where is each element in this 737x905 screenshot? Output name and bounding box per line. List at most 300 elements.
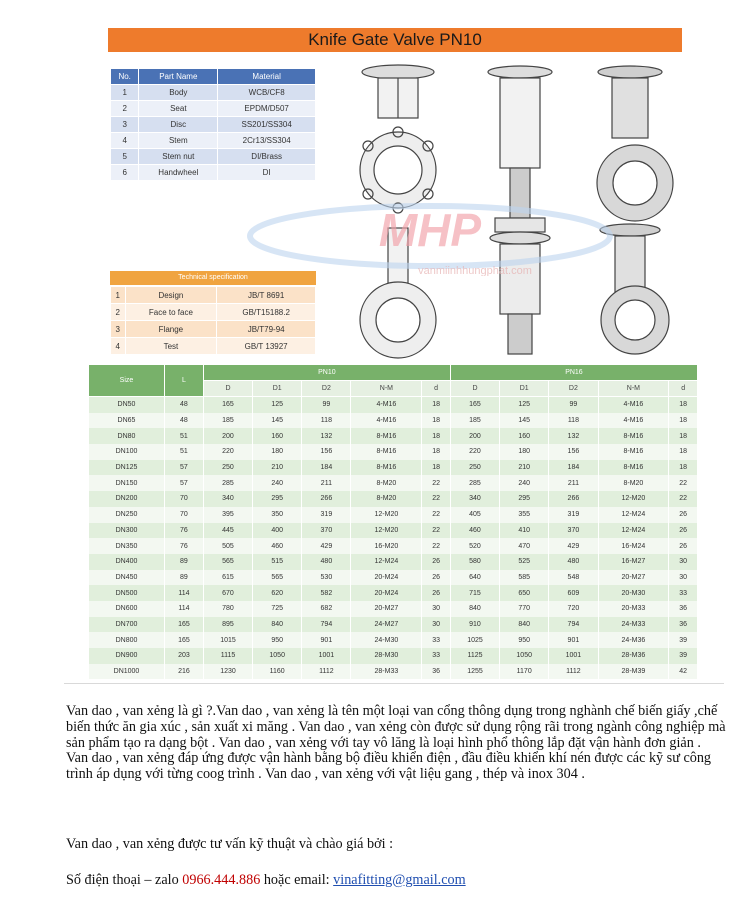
table-row	[111, 85, 316, 101]
table-cell: 18	[422, 460, 451, 476]
table-cell: 1112	[302, 664, 351, 680]
table-cell: 4-M16	[351, 413, 422, 429]
table-row	[89, 554, 698, 570]
table-row	[111, 321, 316, 338]
table-cell: 794	[549, 617, 598, 633]
table-cell: EPDM/D507	[218, 101, 316, 117]
table-cell: 4	[111, 338, 126, 355]
table-cell: 780	[203, 601, 252, 617]
table-cell: 530	[302, 570, 351, 586]
table-cell: 295	[253, 491, 302, 507]
table-cell: 18	[422, 444, 451, 460]
table-cell: 1170	[500, 664, 549, 680]
table-cell: 340	[450, 491, 499, 507]
table-row	[89, 601, 698, 617]
table-cell: 355	[500, 507, 549, 523]
table-cell: 160	[500, 428, 549, 444]
table-cell: 650	[500, 585, 549, 601]
table-cell: 22	[422, 475, 451, 491]
table-cell: 12-M20	[351, 523, 422, 539]
table-cell: 565	[203, 554, 252, 570]
table-row	[111, 338, 316, 355]
table-cell: 18	[669, 413, 698, 429]
table-cell: 715	[450, 585, 499, 601]
table-row	[111, 165, 316, 181]
table-cell: 429	[549, 538, 598, 554]
table-cell: 395	[203, 507, 252, 523]
table-cell: 36	[422, 664, 451, 680]
table-cell: 4	[111, 133, 139, 149]
table-row	[89, 648, 698, 664]
table-cell: Design	[125, 287, 217, 304]
table-cell: 165	[164, 632, 203, 648]
table-cell: DN800	[89, 632, 165, 648]
table-cell: 515	[253, 554, 302, 570]
table-row	[89, 460, 698, 476]
table-row	[111, 117, 316, 133]
table-row	[89, 507, 698, 523]
table-cell: 12-M24	[598, 507, 669, 523]
table-cell: 22	[669, 491, 698, 507]
table-cell: 18	[669, 428, 698, 444]
parts-header-cell: Material	[218, 69, 316, 85]
table-cell: DN65	[89, 413, 165, 429]
table-cell: 8-M16	[598, 460, 669, 476]
table-cell: 12-M20	[351, 507, 422, 523]
dim-subheader-cell: D1	[500, 381, 549, 397]
parts-header-cell: No.	[111, 69, 139, 85]
table-cell: 8-M16	[598, 428, 669, 444]
table-row	[89, 632, 698, 648]
table-row	[89, 444, 698, 460]
dimension-table	[88, 364, 698, 679]
table-cell: 910	[450, 617, 499, 633]
table-cell: 20-M27	[598, 570, 669, 586]
table-cell: 220	[450, 444, 499, 460]
table-cell: 295	[500, 491, 549, 507]
table-cell: DN80	[89, 428, 165, 444]
watermark-logo	[245, 196, 615, 276]
table-cell: 203	[164, 648, 203, 664]
table-cell: 33	[422, 632, 451, 648]
table-row	[89, 585, 698, 601]
table-cell: DN250	[89, 507, 165, 523]
table-cell: 266	[302, 491, 351, 507]
table-cell: 180	[500, 444, 549, 460]
table-cell: Disc	[139, 117, 218, 133]
table-cell: WCB/CF8	[218, 85, 316, 101]
table-cell: 30	[669, 554, 698, 570]
tech-spec-table	[110, 286, 316, 355]
table-row	[89, 570, 698, 586]
table-cell: 1050	[500, 648, 549, 664]
table-cell: 370	[549, 523, 598, 539]
table-cell: 216	[164, 664, 203, 680]
pn10-header: PN10	[203, 365, 450, 381]
table-cell: 22	[422, 523, 451, 539]
table-cell: 585	[500, 570, 549, 586]
table-cell: 8-M16	[351, 444, 422, 460]
table-cell: 42	[669, 664, 698, 680]
table-cell: 8-M16	[351, 460, 422, 476]
table-cell: 30	[422, 617, 451, 633]
table-cell: 405	[450, 507, 499, 523]
table-cell: DN200	[89, 491, 165, 507]
table-cell: DN450	[89, 570, 165, 586]
table-cell: 640	[450, 570, 499, 586]
table-cell: 18	[669, 397, 698, 413]
table-cell: 3	[111, 321, 126, 338]
table-cell: 240	[253, 475, 302, 491]
table-cell: 20-M27	[351, 601, 422, 617]
table-cell: 30	[669, 570, 698, 586]
table-cell: 1050	[253, 648, 302, 664]
table-cell: 125	[500, 397, 549, 413]
table-cell: 99	[549, 397, 598, 413]
table-cell: 520	[450, 538, 499, 554]
table-cell: 1125	[450, 648, 499, 664]
table-row	[89, 428, 698, 444]
table-cell: 22	[422, 507, 451, 523]
table-cell: 460	[253, 538, 302, 554]
table-cell: 26	[669, 538, 698, 554]
table-cell: 20-M30	[598, 585, 669, 601]
table-cell: 76	[164, 538, 203, 554]
table-cell: 180	[253, 444, 302, 460]
table-cell: 18	[669, 460, 698, 476]
table-cell: 18	[422, 413, 451, 429]
table-cell: 480	[549, 554, 598, 570]
table-cell: 285	[450, 475, 499, 491]
table-cell: Test	[125, 338, 217, 355]
table-cell: 114	[164, 601, 203, 617]
table-cell: 48	[164, 413, 203, 429]
table-cell: 156	[549, 444, 598, 460]
table-cell: Seat	[139, 101, 218, 117]
dim-subheader-cell: d	[422, 381, 451, 397]
table-cell: 26	[669, 523, 698, 539]
table-cell: 26	[422, 570, 451, 586]
table-cell: DN100	[89, 444, 165, 460]
table-cell: 24-M33	[598, 617, 669, 633]
table-cell: DN50	[89, 397, 165, 413]
table-cell: 51	[164, 444, 203, 460]
table-cell: 165	[164, 617, 203, 633]
table-cell: 240	[500, 475, 549, 491]
table-cell: 266	[549, 491, 598, 507]
table-cell: 16-M24	[598, 538, 669, 554]
parts-header-cell: Part Name	[139, 69, 218, 85]
table-cell: 770	[500, 601, 549, 617]
table-cell: 840	[450, 601, 499, 617]
table-row	[111, 133, 316, 149]
table-cell: JB/T79-94	[217, 321, 316, 338]
table-cell: DN700	[89, 617, 165, 633]
table-cell: 89	[164, 570, 203, 586]
description-paragraph: Van dao , van xẻng là gì ?.Van dao , van xẻng là tên một loại van cổng thông dụng trong nghành chế biến giấy ,chế biến thức ăn gia xúc , sản xuất xi măng . Van dao , van xẻng còn được sử dụng rộng rãi trong ngành công nghiệp mà sản phẩm tạo ra dạng bột . Van dao , van xẻng với tay vô lăng là loại hình phổ thông lắp đặt vận hành đơn giản . Van dao , van xẻng đáp ứng được vận hành bằng bộ điều khiển điện , đầu điều khiển khí nén được các kỹ sư công trình áp dụng với từng coog trình . Van dao , van xẻng với vật liệu gang , thép và inox 304 .	[66, 703, 726, 783]
table-cell: 160	[253, 428, 302, 444]
table-row	[111, 287, 316, 304]
table-cell: Face to face	[125, 304, 217, 321]
dim-subheader-cell: D	[450, 381, 499, 397]
table-cell: 12-M24	[598, 523, 669, 539]
table-cell: 51	[164, 428, 203, 444]
table-cell: 565	[253, 570, 302, 586]
dim-subheader-cell: N-M	[351, 381, 422, 397]
table-cell: 319	[302, 507, 351, 523]
table-cell: 480	[302, 554, 351, 570]
table-cell: 12-M20	[598, 491, 669, 507]
table-cell: DN600	[89, 601, 165, 617]
page-title: Knife Gate Valve PN10	[108, 28, 682, 52]
table-cell: 39	[669, 632, 698, 648]
table-cell: 99	[302, 397, 351, 413]
table-cell: DI/Brass	[218, 149, 316, 165]
table-cell: 620	[253, 585, 302, 601]
table-cell: DN350	[89, 538, 165, 554]
table-cell: 36	[669, 601, 698, 617]
contact-line	[66, 872, 466, 889]
table-cell: 26	[669, 507, 698, 523]
table-row	[89, 413, 698, 429]
table-cell: Handwheel	[139, 165, 218, 181]
table-cell: 26	[422, 585, 451, 601]
table-cell: 8-M20	[598, 475, 669, 491]
table-cell: 950	[500, 632, 549, 648]
contact-middle: hoặc email:	[260, 872, 334, 888]
table-cell: 24-M30	[351, 632, 422, 648]
table-cell: 615	[203, 570, 252, 586]
table-cell: 36	[669, 617, 698, 633]
table-cell: DN900	[89, 648, 165, 664]
table-cell: 28-M39	[598, 664, 669, 680]
table-cell: 250	[450, 460, 499, 476]
table-cell: 840	[500, 617, 549, 633]
table-cell: 156	[302, 444, 351, 460]
table-row	[89, 617, 698, 633]
table-cell: 200	[450, 428, 499, 444]
table-cell: 185	[450, 413, 499, 429]
table-cell: 410	[500, 523, 549, 539]
table-cell: 20-M24	[351, 585, 422, 601]
table-cell: 794	[302, 617, 351, 633]
dim-subheader-cell: N-M	[598, 381, 669, 397]
table-cell: GB/T 13927	[217, 338, 316, 355]
table-cell: 319	[549, 507, 598, 523]
divider	[64, 683, 724, 684]
table-cell: 470	[500, 538, 549, 554]
table-row	[89, 475, 698, 491]
table-cell: 1001	[549, 648, 598, 664]
table-row	[89, 523, 698, 539]
table-cell: DN500	[89, 585, 165, 601]
dim-subheader-cell: d	[669, 381, 698, 397]
table-cell: 22	[422, 538, 451, 554]
consult-line: Van dao , van xẻng được tư vấn kỹ thuật và chào giá bởi :	[66, 836, 394, 852]
table-cell: 20-M33	[598, 601, 669, 617]
table-cell: 145	[500, 413, 549, 429]
table-cell: 670	[203, 585, 252, 601]
table-cell: 8-M16	[351, 428, 422, 444]
table-cell: 33	[422, 648, 451, 664]
table-row	[111, 304, 316, 321]
table-cell: 2	[111, 101, 139, 117]
table-cell: 429	[302, 538, 351, 554]
table-cell: 28-M33	[351, 664, 422, 680]
valve-drawing-front-top	[360, 65, 436, 213]
table-cell: 16-M20	[351, 538, 422, 554]
table-cell: DN1000	[89, 664, 165, 680]
table-cell: 1112	[549, 664, 598, 680]
table-cell: 89	[164, 554, 203, 570]
email-link[interactable]: vinafitting@gmail.com	[333, 872, 466, 888]
table-cell: Stem nut	[139, 149, 218, 165]
table-cell: 18	[422, 397, 451, 413]
table-cell: 184	[302, 460, 351, 476]
table-cell: 132	[549, 428, 598, 444]
table-cell: DN125	[89, 460, 165, 476]
table-cell: Flange	[125, 321, 217, 338]
table-cell: JB/T 8691	[217, 287, 316, 304]
table-cell: 76	[164, 523, 203, 539]
table-cell: 580	[450, 554, 499, 570]
table-cell: 2Cr13/SS304	[218, 133, 316, 149]
table-cell: 1230	[203, 664, 252, 680]
table-cell: 30	[422, 601, 451, 617]
table-cell: 4-M16	[598, 413, 669, 429]
table-cell: 3	[111, 117, 139, 133]
table-cell: 1	[111, 287, 126, 304]
table-cell: DI	[218, 165, 316, 181]
table-cell: 184	[549, 460, 598, 476]
table-cell: 165	[450, 397, 499, 413]
dim-subheader-cell: D1	[253, 381, 302, 397]
dim-subheader-cell: D2	[302, 381, 351, 397]
table-cell: 8-M20	[351, 475, 422, 491]
table-cell: 26	[422, 554, 451, 570]
table-cell: 609	[549, 585, 598, 601]
table-cell: 250	[203, 460, 252, 476]
table-cell: 4-M16	[598, 397, 669, 413]
table-cell: 4-M16	[351, 397, 422, 413]
table-cell: 895	[203, 617, 252, 633]
table-cell: 70	[164, 491, 203, 507]
dim-subheader-cell: D2	[549, 381, 598, 397]
table-cell: 8-M20	[351, 491, 422, 507]
table-cell: 725	[253, 601, 302, 617]
table-cell: 8-M16	[598, 444, 669, 460]
table-cell: 720	[549, 601, 598, 617]
table-cell: 220	[203, 444, 252, 460]
phone-number: 0966.444.886	[182, 872, 261, 888]
table-cell: 350	[253, 507, 302, 523]
table-cell: 185	[203, 413, 252, 429]
table-cell: GB/T15188.2	[217, 304, 316, 321]
table-cell: 24-M27	[351, 617, 422, 633]
table-cell: 28-M36	[598, 648, 669, 664]
table-row	[89, 491, 698, 507]
table-cell: 6	[111, 165, 139, 181]
table-cell: 211	[549, 475, 598, 491]
table-cell: 33	[669, 585, 698, 601]
table-cell: Body	[139, 85, 218, 101]
table-cell: 901	[549, 632, 598, 648]
table-cell: 210	[253, 460, 302, 476]
table-cell: 125	[253, 397, 302, 413]
table-cell: 340	[203, 491, 252, 507]
watermark-text: MHP	[378, 204, 482, 256]
table-cell: 1160	[253, 664, 302, 680]
table-row	[89, 538, 698, 554]
table-cell: 1255	[450, 664, 499, 680]
table-row	[111, 149, 316, 165]
table-row	[111, 101, 316, 117]
table-cell: 1015	[203, 632, 252, 648]
table-row	[89, 664, 698, 680]
table-cell: 22	[422, 491, 451, 507]
table-cell: 211	[302, 475, 351, 491]
size-header: Size	[89, 365, 165, 397]
table-cell: 165	[203, 397, 252, 413]
table-cell: 48	[164, 397, 203, 413]
table-cell: 28-M30	[351, 648, 422, 664]
table-cell: 132	[302, 428, 351, 444]
table-cell: 16-M27	[598, 554, 669, 570]
tech-spec-title: Technical specification	[110, 271, 316, 285]
table-cell: 12-M24	[351, 554, 422, 570]
table-cell: 18	[422, 428, 451, 444]
table-cell: 57	[164, 475, 203, 491]
table-cell: 840	[253, 617, 302, 633]
dim-subheader-cell: D	[203, 381, 252, 397]
table-cell: DN150	[89, 475, 165, 491]
pn16-header: PN16	[450, 365, 697, 381]
table-cell: 20-M24	[351, 570, 422, 586]
table-cell: 548	[549, 570, 598, 586]
table-cell: DN300	[89, 523, 165, 539]
table-cell: DN400	[89, 554, 165, 570]
table-cell: 285	[203, 475, 252, 491]
table-cell: 901	[302, 632, 351, 648]
table-row	[89, 397, 698, 413]
table-cell: 525	[500, 554, 549, 570]
table-cell: 400	[253, 523, 302, 539]
table-cell: 505	[203, 538, 252, 554]
l-header: L	[164, 365, 203, 397]
table-cell: 39	[669, 648, 698, 664]
table-cell: 950	[253, 632, 302, 648]
table-cell: 1001	[302, 648, 351, 664]
table-cell: 114	[164, 585, 203, 601]
table-cell: 582	[302, 585, 351, 601]
table-cell: 210	[500, 460, 549, 476]
table-cell: 370	[302, 523, 351, 539]
table-cell: 1115	[203, 648, 252, 664]
watermark-url: vanmiinhhungphat.com	[418, 265, 532, 276]
table-cell: 57	[164, 460, 203, 476]
table-cell: 1025	[450, 632, 499, 648]
table-cell: 24-M36	[598, 632, 669, 648]
table-cell: 5	[111, 149, 139, 165]
table-cell: 2	[111, 304, 126, 321]
table-cell: 118	[302, 413, 351, 429]
table-cell: 682	[302, 601, 351, 617]
table-cell: Stem	[139, 133, 218, 149]
table-cell: 22	[669, 475, 698, 491]
parts-table	[110, 68, 316, 181]
table-cell: 118	[549, 413, 598, 429]
contact-prefix: Số điện thoại – zalo	[66, 872, 183, 888]
